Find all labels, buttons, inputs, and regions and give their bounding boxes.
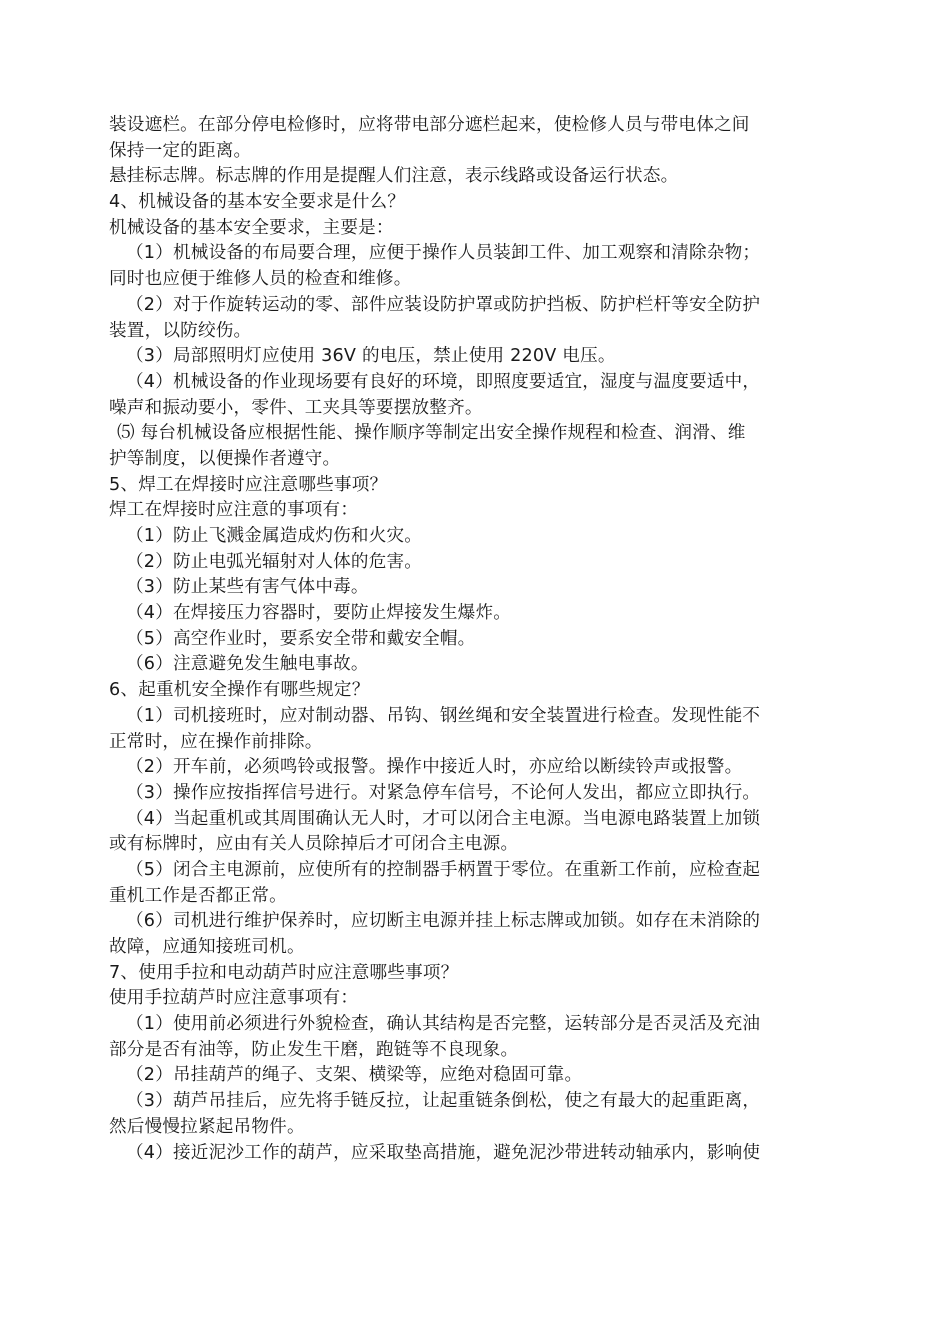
text-line: 部分是否有油等，防止发生干磨，跑链等不良现象。 <box>109 1039 519 1060</box>
text-line: （3）葫芦吊挂后，应先将手链反拉，让起重链条倒松，使之有最大的起重距离， <box>126 1091 761 1112</box>
text-line: 悬挂标志牌。标志牌的作用是提醒人们注意，表示线路或设备运行状态。 <box>109 166 679 187</box>
text-line: （6）注意避免发生触电事故。 <box>126 654 369 675</box>
text-line: （3）防止某些有害气体中毒。 <box>126 577 369 598</box>
text-line: 或有标牌时，应由有关人员除掉后才可闭合主电源。 <box>109 834 519 855</box>
text-line: （4）在焊接压力容器时，要防止焊接发生爆炸。 <box>126 603 512 624</box>
text-line: 5、焊工在焊接时应注意哪些事项？ <box>109 474 388 495</box>
text-line: （6）司机进行维护保养时，应切断主电源并挂上标志牌或加锁。如存在未消除的 <box>126 911 761 932</box>
text-line: 保持一定的距离。 <box>109 140 252 161</box>
text-line: （1）使用前必须进行外貌检查，确认其结构是否完整，运转部分是否灵活及充油 <box>126 1014 761 1035</box>
text-line: 4、机械设备的基本安全要求是什么？ <box>109 192 406 213</box>
text-line: （4）机械设备的作业现场要有良好的环境，即照度要适宜，湿度与温度要适中， <box>126 371 761 392</box>
text-line: （1）防止飞溅金属造成灼伤和火灾。 <box>126 526 423 546</box>
text-line: 使用手拉葫芦时应注意事项有： <box>109 988 359 1009</box>
text-line: 然后慢慢拉紧起吊物件。 <box>109 1116 305 1137</box>
text-line: 同时也应便于维修人员的检查和维修。 <box>109 269 412 290</box>
text-line: （2）防止电弧光辐射对人体的危害。 <box>126 551 423 572</box>
text-line: 机械设备的基本安全要求，主要是： <box>109 217 394 238</box>
text-line: （2）吊挂葫芦的绳子、支架、横梁等，应绝对稳固可靠。 <box>126 1065 583 1086</box>
text-line: 噪声和振动要小，零件、工夹具等要摆放整齐。 <box>109 397 483 418</box>
text-line: 正常时，应在操作前排除。 <box>109 731 323 752</box>
text-line: （5）高空作业时，要系安全带和戴安全帽。 <box>126 628 476 649</box>
text-line: （1）司机接班时，应对制动器、吊钩、钢丝绳和安全装置进行检查。发现性能不 <box>126 705 761 726</box>
text-line: 6、起重机安全操作有哪些规定？ <box>109 680 370 701</box>
text-line: 故障，应通知接班司机。 <box>109 937 305 957</box>
document-page <box>109 113 849 1166</box>
text-line: （3）局部照明灯应使用 36V 的电压，禁止使用 220V 电压。 <box>126 346 616 367</box>
text-line: （4）当起重机或其周围确认无人时，才可以闭合主电源。当电源电路装置上加锁 <box>126 808 761 829</box>
text-line: （4）接近泥沙工作的葫芦，应采取垫高措施，避免泥沙带进转动轴承内，影响使 <box>126 1142 761 1163</box>
text-line: ⑸ 每台机械设备应根据性能、操作顺序等制定出安全操作规程和检查、润滑、维 <box>117 423 746 444</box>
text-line: 7、使用手拉和电动葫芦时应注意哪些事项？ <box>109 962 459 983</box>
text-line: （2）对于作旋转运动的零、部件应装设防护罩或防护挡板、防护栏杆等安全防护 <box>126 294 761 315</box>
text-line: （3）操作应按指挥信号进行。对紧急停车信号，不论何人发出，都应立即执行。 <box>126 782 761 803</box>
text-line: （2）开车前，必须鸣铃或报警。操作中接近人时，亦应给以断续铃声或报警。 <box>126 757 743 778</box>
text-line: 焊工在焊接时应注意的事项有： <box>109 500 359 521</box>
text-line: （5）闭合主电源前，应使所有的控制器手柄置于零位。在重新工作前，应检查起 <box>126 859 761 880</box>
text-line: 装设遮栏。在部分停电检修时，应将带电部分遮栏起来，使检修人员与带电体之间 <box>109 115 750 135</box>
text-line: 护等制度，以便操作者遵守。 <box>109 448 341 469</box>
text-line: 重机工作是否都正常。 <box>109 885 287 906</box>
text-line: 装置，以防绞伤。 <box>109 320 252 341</box>
text-line: （1）机械设备的布局要合理，应便于操作人员装卸工件、加工观察和清除杂物； <box>126 243 761 264</box>
